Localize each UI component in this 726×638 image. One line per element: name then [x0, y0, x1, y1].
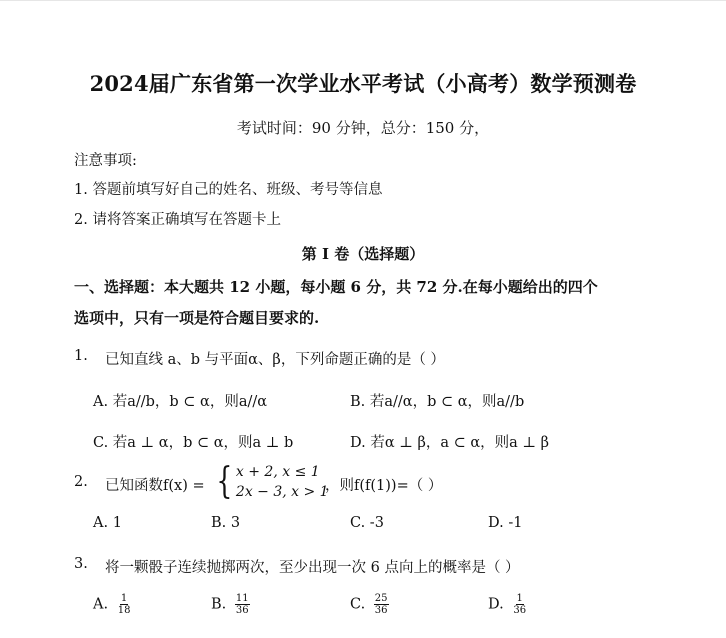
- note-item-2: 2. 请将答案正确填写在答题卡上: [74, 212, 281, 228]
- fraction-denominator: 36: [235, 605, 249, 616]
- option-text: 1: [112, 515, 122, 531]
- option-label: D.: [350, 435, 366, 451]
- option-label: C.: [350, 515, 366, 531]
- question-2-stem-suffix: ，则f(f(1))=（ ）: [325, 478, 443, 494]
- fraction-numerator: 25: [374, 593, 388, 604]
- option-text: 若a//α，b ⊂ α，则a//b: [369, 394, 525, 410]
- option-label: D.: [488, 515, 504, 531]
- question-1-option-a: [93, 390, 267, 411]
- fraction-denominator: 18: [117, 605, 131, 616]
- fraction-numerator: 1: [516, 593, 523, 604]
- fraction: [117, 593, 132, 616]
- question-1-number: 1.: [74, 348, 88, 364]
- fraction: [374, 593, 389, 616]
- question-3-option-d: [488, 593, 527, 616]
- question-2-option-d: [488, 515, 522, 531]
- fraction: [235, 593, 250, 616]
- question-3-option-c: [350, 593, 389, 616]
- question-2-option-b: [211, 515, 240, 531]
- option-text: -3: [369, 515, 384, 531]
- piece-1: x + 2, x ≤ 1: [235, 464, 320, 480]
- question-2-option-a: [93, 515, 122, 531]
- fraction-denominator: 36: [513, 605, 527, 616]
- question-3-option-b: [211, 593, 250, 616]
- option-text: 若a//b，b ⊂ α，则a//α: [112, 394, 268, 410]
- option-text: 若a ⊥ α，b ⊂ α，则a ⊥ b: [112, 435, 294, 451]
- option-label: A.: [93, 394, 109, 410]
- option-label: B.: [211, 596, 227, 613]
- fraction-denominator: 36: [374, 605, 388, 616]
- page-top-edge: [0, 0, 726, 1]
- option-label: A.: [93, 515, 109, 531]
- question-3-stem: 将一颗骰子连续抛掷两次，至少出现一次 6 点向上的概率是（ ）: [105, 560, 520, 576]
- question-1-stem: 已知直线 a、b 与平面α、β，下列命题正确的是（ ）: [105, 352, 445, 368]
- question-1-option-d: [350, 431, 549, 452]
- option-label: B.: [211, 515, 227, 531]
- section-instruction-line1: 一、选择题：本大题共 12 小题，每小题 6 分，共 72 分.在每小题给出的四个: [74, 278, 598, 296]
- option-text: 若α ⊥ β，a ⊂ α，则a ⊥ β: [370, 435, 550, 451]
- exam-title: 2024届广东省第一次学业水平考试（小高考）数学预测卷: [89, 71, 637, 96]
- question-1-option-c: [93, 431, 293, 452]
- note-item-1: 1. 答题前填写好自己的姓名、班级、考号等信息: [74, 182, 383, 198]
- option-text: 3: [230, 515, 241, 531]
- question-2-stem-prefix: 已知函数f(x) =: [105, 478, 205, 494]
- brace-symbol: {: [216, 461, 233, 502]
- option-text: -1: [508, 515, 523, 531]
- question-2-number: 2.: [74, 474, 88, 490]
- piece-2: 2x − 3, x > 1: [235, 484, 329, 500]
- question-1-option-b: [350, 390, 524, 411]
- option-label: C.: [350, 596, 366, 613]
- exam-info: 考试时间：90 分钟，总分：150 分，: [236, 119, 490, 137]
- option-label: B.: [350, 394, 366, 410]
- question-3-number: 3.: [74, 556, 88, 572]
- fraction-numerator: 1: [120, 593, 128, 604]
- piecewise-cases: [236, 462, 329, 502]
- notes-heading: 注意事项:: [74, 153, 137, 169]
- option-label: A.: [93, 596, 109, 613]
- section-instruction-line2: 选项中，只有一项是符合题目要求的.: [74, 309, 320, 327]
- option-label: D.: [488, 596, 504, 613]
- option-label: C.: [93, 435, 109, 451]
- fraction-numerator: 11: [235, 593, 249, 604]
- fraction: [512, 593, 527, 616]
- question-2-option-c: [350, 515, 384, 531]
- piecewise-function: [213, 462, 329, 502]
- section-title: 第 I 卷（选择题）: [301, 245, 425, 263]
- question-3-option-a: [93, 593, 131, 616]
